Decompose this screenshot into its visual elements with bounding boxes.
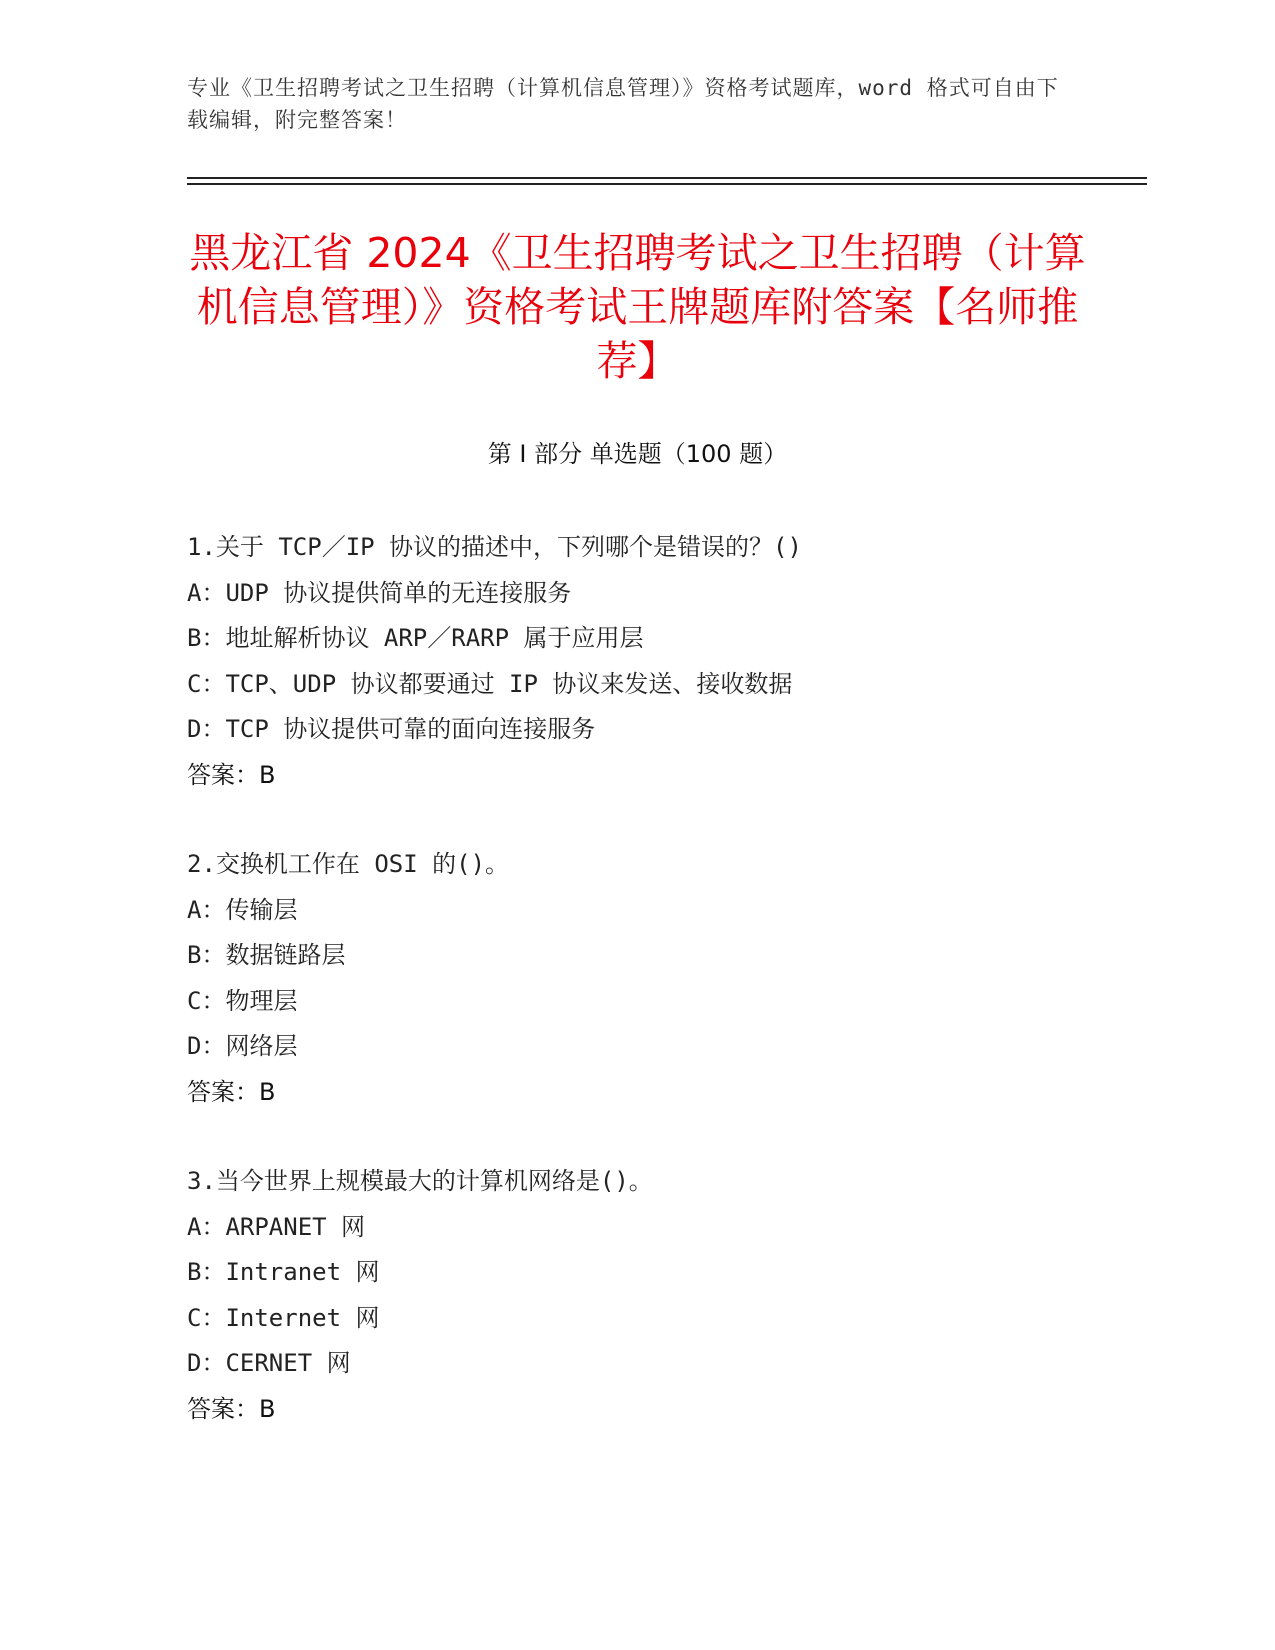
option-c: C：Internet 网: [187, 1303, 380, 1332]
question-list: [187, 525, 1107, 1476]
document-header-note: 专业《卫生招聘考试之卫生招聘（计算机信息管理）》资格考试题库，word 格式可自由下载编辑，附完整答案！: [187, 76, 1059, 132]
answer-line: 答案：B: [187, 1077, 276, 1106]
document-title: 黑龙江省 2024《卫生招聘考试之卫生招聘（计算机信息管理）》资格考试王牌题库附答案【名师推荐】: [189, 229, 1086, 385]
option-d: D：网络层: [187, 1032, 298, 1060]
section-title: 第 I 部分 单选题（100 题）: [487, 440, 788, 468]
option-c: C：物理层: [187, 986, 298, 1015]
option-a: A：ARPANET 网: [187, 1212, 366, 1241]
option-c: C：TCP、UDP 协议都要通过 IP 协议来发送、接收数据: [187, 669, 793, 698]
question-3: [187, 1159, 1107, 1432]
option-d: D：CERNET 网: [187, 1349, 351, 1377]
option-b: B：Intranet 网: [187, 1258, 380, 1286]
answer-line: 答案：B: [187, 1394, 276, 1423]
question-1: [187, 525, 1107, 798]
question-stem: 1.关于 TCP／IP 协议的描述中，下列哪个是错误的？(): [187, 533, 802, 561]
option-b: B：数据链路层: [187, 941, 346, 969]
option-a: A：UDP 协议提供简单的无连接服务: [187, 578, 572, 607]
option-d: D：TCP 协议提供可靠的面向连接服务: [187, 715, 596, 743]
header-divider-bottom: [187, 183, 1147, 185]
question-2: [187, 842, 1107, 1115]
header-divider-top: [187, 177, 1147, 179]
question-stem: 2.交换机工作在 OSI 的()。: [187, 850, 510, 878]
answer-line: 答案：B: [187, 760, 276, 789]
option-b: B：地址解析协议 ARP／RARP 属于应用层: [187, 624, 644, 652]
option-a: A：传输层: [187, 895, 298, 924]
question-stem: 3.当今世界上规模最大的计算机网络是()。: [187, 1167, 653, 1195]
